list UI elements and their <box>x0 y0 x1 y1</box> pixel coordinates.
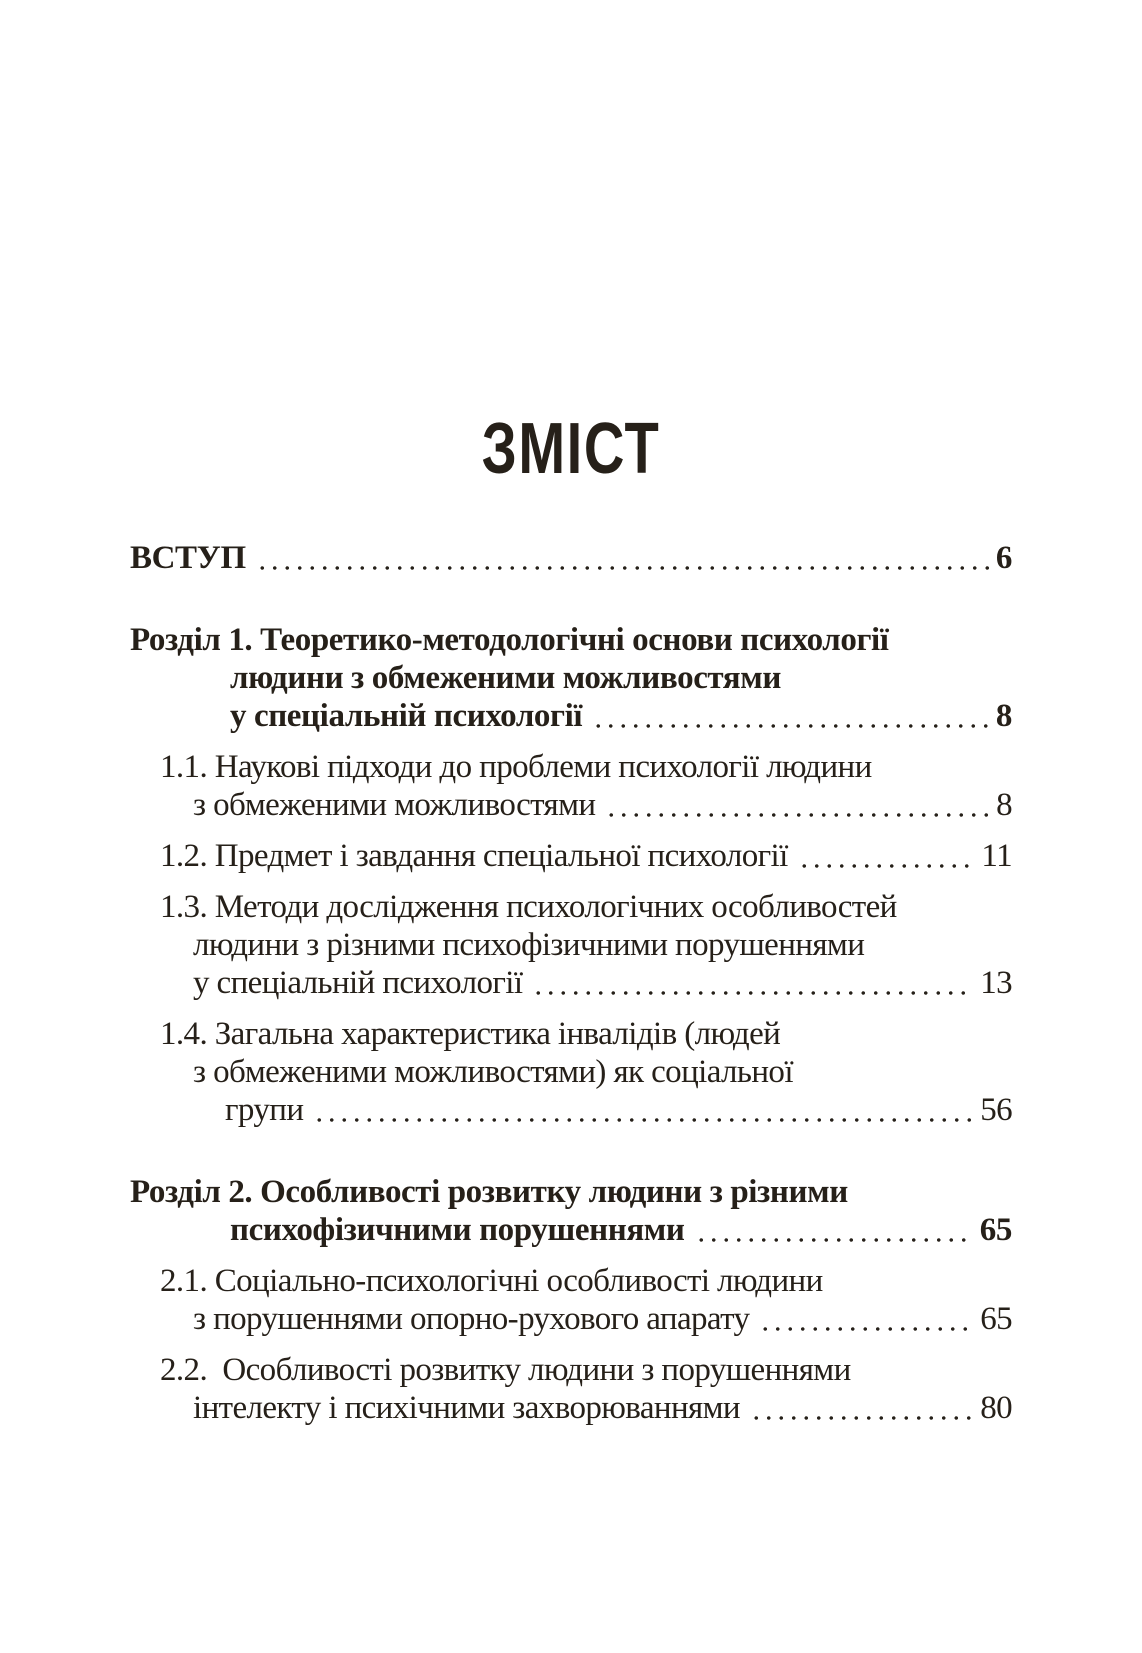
page-number: 8 <box>995 698 1012 734</box>
page-number: 13 <box>980 965 1012 1001</box>
dot-leader <box>256 539 990 577</box>
toc-line <box>130 1300 1012 1338</box>
dot-leader <box>605 786 990 824</box>
page-number: 11 <box>981 838 1012 874</box>
page-number: 56 <box>980 1092 1012 1128</box>
toc-line-text: з обмеженими можливостями <box>193 787 596 823</box>
toc-line-text: людини з різними психофізичними порушеннями <box>193 927 865 963</box>
toc-entry-vstup <box>130 539 1012 577</box>
toc-line <box>130 926 1012 964</box>
page-number: 65 <box>980 1301 1012 1337</box>
toc-line-text: 1.4. Загальна характеристика інвалідів (людей <box>160 1016 781 1052</box>
dot-leader <box>750 1389 974 1427</box>
page-title: ЗМІСТ <box>481 409 661 489</box>
toc-line <box>130 621 1012 659</box>
dot-leader <box>759 1300 974 1338</box>
toc-line <box>130 1389 1012 1427</box>
toc-line-text: ВСТУП <box>130 540 246 576</box>
toc-line <box>130 1053 1012 1091</box>
toc-line <box>130 1262 1012 1300</box>
toc-line <box>130 837 1012 875</box>
toc-line <box>130 1351 1012 1389</box>
toc-line-text: інтелекту і психічними захворюваннями <box>193 1390 740 1426</box>
toc-line-text: психофізичними порушеннями <box>230 1212 685 1248</box>
toc-entry-item-1-2 <box>130 837 1012 875</box>
toc-line <box>130 1015 1012 1053</box>
toc-line-text: Розділ 1. Теоретико-методологічні основи психології <box>130 622 889 658</box>
toc-line-text: людини з обмеженими можливостями <box>230 660 781 696</box>
toc-entry-item-1-1 <box>130 748 1012 824</box>
toc-line <box>130 539 1012 577</box>
toc-entry-item-2-2 <box>130 1351 1012 1427</box>
page-number: 6 <box>995 540 1012 576</box>
page-number: 65 <box>979 1212 1012 1248</box>
toc-line <box>130 1211 1012 1249</box>
toc-entry-rozdil-1 <box>130 621 1012 735</box>
page-number: 8 <box>996 787 1012 823</box>
page-number: 80 <box>980 1390 1012 1426</box>
toc-line-text: 2.1. Соціально-психологічні особливості людини <box>160 1263 823 1299</box>
toc-line-text: у спеціальній психології <box>230 698 583 734</box>
dot-leader <box>313 1091 974 1129</box>
toc-line-text: 2.2. Особливості розвитку людини з порушеннями <box>160 1352 851 1388</box>
toc-list <box>130 539 1012 1427</box>
toc-line <box>130 697 1012 735</box>
toc-line-text: 1.3. Методи дослідження психологічних особливостей <box>160 889 897 925</box>
toc-line <box>130 964 1012 1002</box>
toc-line-text: у спеціальній психології <box>193 965 523 1001</box>
toc-line-text: групи <box>225 1092 304 1128</box>
toc-line-text: Розділ 2. Особливості розвитку людини з різними <box>130 1174 848 1210</box>
toc-line <box>130 1091 1012 1129</box>
toc-line <box>130 748 1012 786</box>
toc-line-text: 1.1. Наукові підходи до проблеми психології людини <box>160 749 872 785</box>
toc-line-text: з порушеннями опорно-рухового апарату <box>193 1301 750 1337</box>
dot-leader <box>532 964 974 1002</box>
toc-entry-rozdil-2 <box>130 1173 1012 1249</box>
dot-leader <box>592 697 990 735</box>
dot-leader <box>798 837 976 875</box>
toc-line <box>130 1173 1012 1211</box>
toc-line <box>130 659 1012 697</box>
toc-entry-item-1-3 <box>130 888 1012 1002</box>
toc-line-text: з обмеженими можливостями) як соціальної <box>193 1054 793 1090</box>
toc-entry-item-1-4 <box>130 1015 1012 1129</box>
toc-line <box>130 888 1012 926</box>
toc-line-text: 1.2. Предмет і завдання спеціальної психології <box>160 838 788 874</box>
toc-line <box>130 786 1012 824</box>
dot-leader <box>695 1211 974 1249</box>
toc-entry-item-2-1 <box>130 1262 1012 1338</box>
